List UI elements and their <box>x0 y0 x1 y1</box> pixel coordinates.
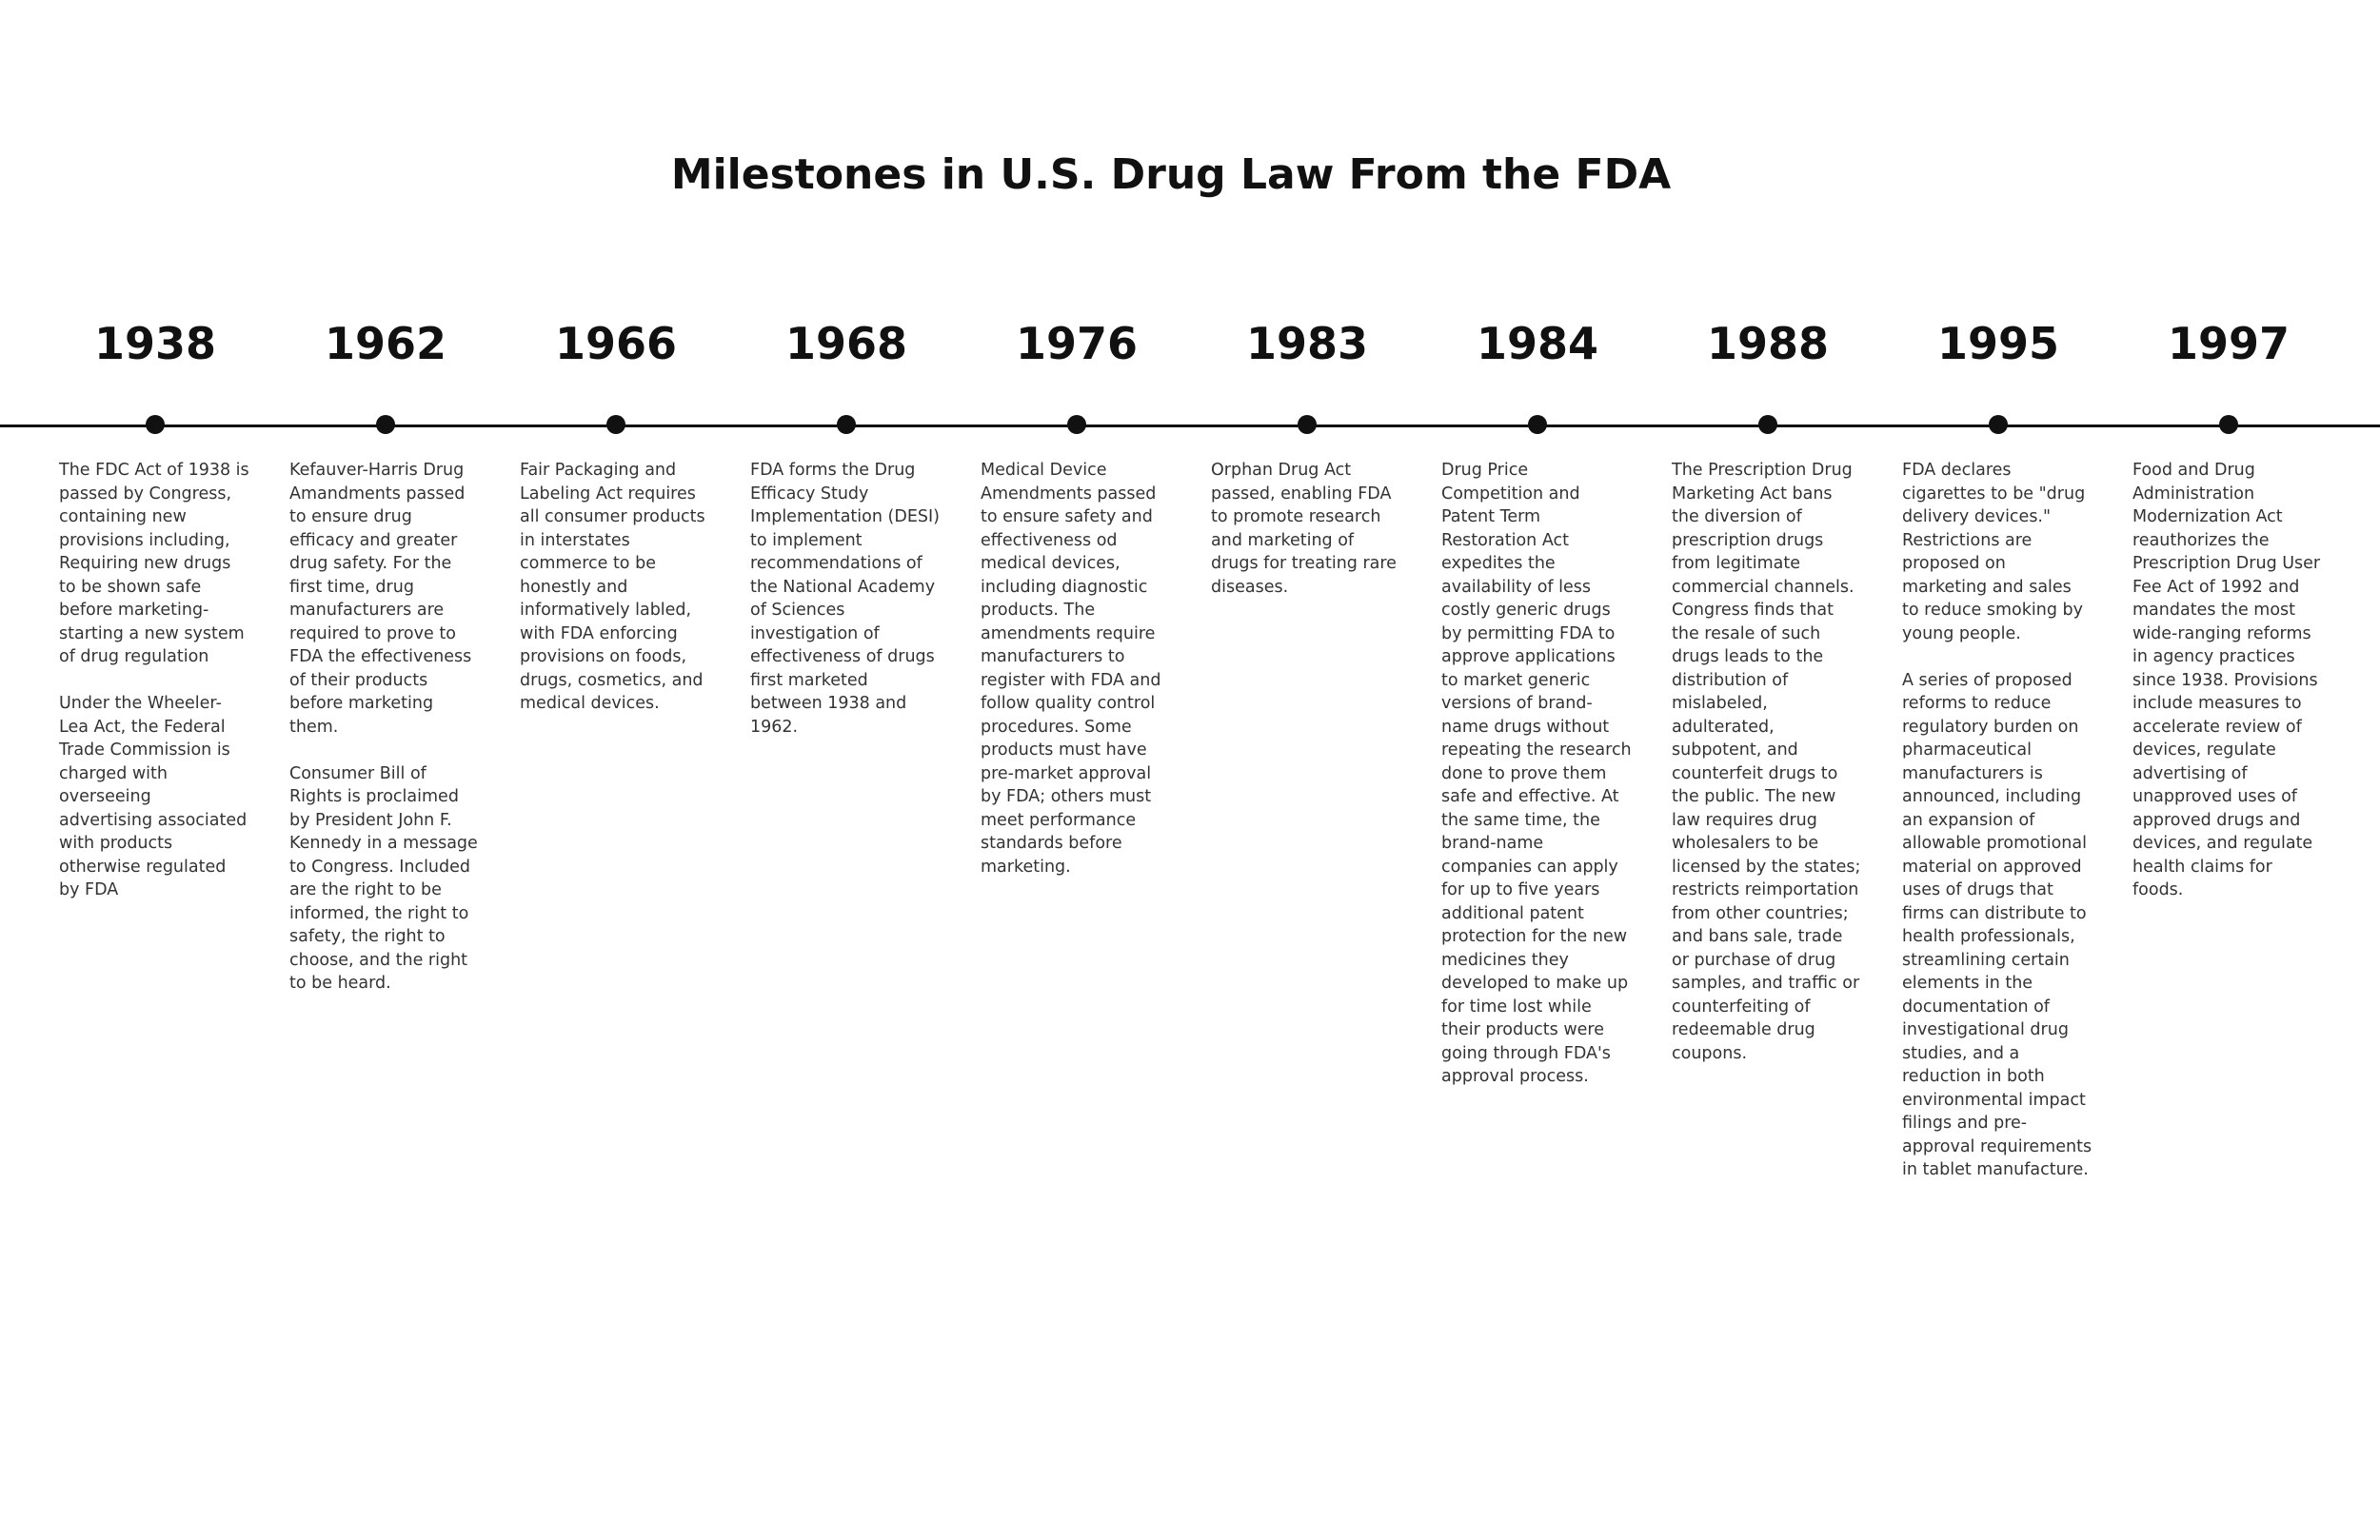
milestone-paragraph: Orphan Drug Act passed, enabling FDA to promote research and marketing of drugs for treating rare diseases. <box>1211 461 1397 597</box>
milestone-description <box>1672 459 1862 1065</box>
milestone-description <box>1441 459 1632 1089</box>
timeline-marker-dot <box>1989 415 2008 434</box>
milestone-1976 <box>962 0 1192 1540</box>
milestone-year: 1966 <box>554 318 678 369</box>
milestone-1983 <box>1192 0 1422 1540</box>
timeline-marker-dot <box>1067 415 1086 434</box>
milestone-year: 1995 <box>1936 318 2060 369</box>
milestone-1997 <box>2113 0 2344 1540</box>
milestone-paragraph: Kefauver-Harris Drug Amandments passed to ensure drug efficacy and greater drug safety. For the first time, drug manufacturers are required to prove to FDA the effectiveness of their products before marketing them. <box>289 461 472 737</box>
timeline-marker-dot <box>146 415 165 434</box>
milestone-1938 <box>40 0 270 1540</box>
timeline-marker-dot <box>606 415 625 434</box>
milestone-year: 1976 <box>1015 318 1139 369</box>
milestone-paragraph: FDA declares cigarettes to be "drug delivery devices." Restrictions are proposed on marketing and sales to reduce smoking by young people. <box>1902 461 2086 643</box>
milestone-paragraph: Drug Price Competition and Patent Term Restoration Act expedites the availability of less costly generic drugs by permitting FDA to approve applications to market generic versions of brand-name drugs without repeating the research done to prove them safe and effective. At the same time, the brand-name companies can apply for up to five years additional patent protection for the new medicines they developed to make up for time lost while their products were going through FDA's approval process. <box>1441 461 1632 1086</box>
milestone-description <box>289 459 480 996</box>
milestone-1962 <box>270 0 501 1540</box>
milestone-year: 1938 <box>93 318 217 369</box>
milestone-1988 <box>1653 0 1883 1540</box>
milestone-description <box>59 459 249 902</box>
timeline-marker-dot <box>2219 415 2238 434</box>
milestone-1995 <box>1883 0 2113 1540</box>
timeline-marker-dot <box>1758 415 1777 434</box>
milestone-year: 1997 <box>2167 318 2291 369</box>
timeline-marker-dot <box>376 415 395 434</box>
timeline-marker-dot <box>837 415 856 434</box>
milestone-year: 1984 <box>1476 318 1599 369</box>
timeline-marker-dot <box>1528 415 1547 434</box>
milestone-paragraph: Fair Packaging and Labeling Act requires all consumer products in interstates commerce to be honestly and informatively labled, with FDA enforcing provisions on foods, drugs, cosmetics, and medical devices. <box>520 461 705 713</box>
milestone-description <box>520 459 710 716</box>
timeline-marker-dot <box>1298 415 1317 434</box>
milestone-year: 1962 <box>324 318 447 369</box>
milestone-description <box>750 459 941 739</box>
milestone-paragraph: Consumer Bill of Rights is proclaimed by President John F. Kennedy in a message to Congress. Included are the right to be informed, the right to safety, the right to choose, and the right to be heard. <box>289 763 478 993</box>
milestone-paragraph: The FDC Act of 1938 is passed by Congress, containing new provisions including, Requiring new drugs to be shown safe before marketing-starting a new system of drug regulation <box>59 461 249 666</box>
milestone-paragraph: The Prescription Drug Marketing Act bans the diversion of prescription drugs from legitimate commercial channels. Congress finds that the resale of such drugs leads to the distribution of mislabeled, adulterated, subpotent, and counterfeit drugs to the public. The new law requires drug wholesalers to be licensed by the states; restricts reimportation from other countries; and bans sale, trade or purchase of drug samples, and traffic or counterfeiting of redeemable drug coupons. <box>1672 461 1861 1063</box>
milestone-paragraph: Medical Device Amendments passed to ensure safety and effectiveness od medical devices, including diagnostic products. The amendments require manufacturers to register with FDA and follow quality control procedures. Some products must have pre-market approval by FDA; others must meet performance standards before marketing. <box>981 461 1161 877</box>
milestone-paragraph: Under the Wheeler-Lea Act, the Federal Trade Commission is charged with overseeing advertising associated with products otherwise regulated by FDA <box>59 694 248 899</box>
milestone-description <box>981 459 1171 879</box>
milestone-description <box>1902 459 2092 1182</box>
milestone-year: 1968 <box>784 318 908 369</box>
milestone-paragraph: FDA forms the Drug Efficacy Study Implementation (DESI) to implement recommendations of the National Academy of Sciences investigation of effectiveness of drugs first marketed between 1938 and 1962. <box>750 461 940 737</box>
milestone-description <box>1211 459 1401 599</box>
milestone-description <box>2132 459 2323 902</box>
milestone-year: 1988 <box>1706 318 1830 369</box>
milestone-1968 <box>731 0 962 1540</box>
page-title: Milestones in U.S. Drug Law From the FDA <box>670 150 1672 199</box>
milestone-paragraph: A series of proposed reforms to reduce regulatory burden on pharmaceutical manufacturers is announced, including an expansion of allowable promotional material on approved uses of drugs that firms can distribute to health professionals, streamlining certain elements in the documentation of investigational drug studies, and a reduction in both environmental impact filings and pre-approval requirements in tablet manufacture. <box>1902 670 2092 1179</box>
milestone-year: 1983 <box>1245 318 1369 369</box>
milestone-paragraph: Food and Drug Administration Modernization Act reauthorizes the Prescription Drug User Fee Act of 1992 and mandates the most wide-ranging reforms in agency practices since 1938. Provisions include measures to accelerate review of devices, regulate advertising of unapproved uses of approved drugs and devices, and regulate health claims for foods. <box>2132 461 2321 899</box>
milestone-1966 <box>501 0 731 1540</box>
milestone-1984 <box>1422 0 1653 1540</box>
